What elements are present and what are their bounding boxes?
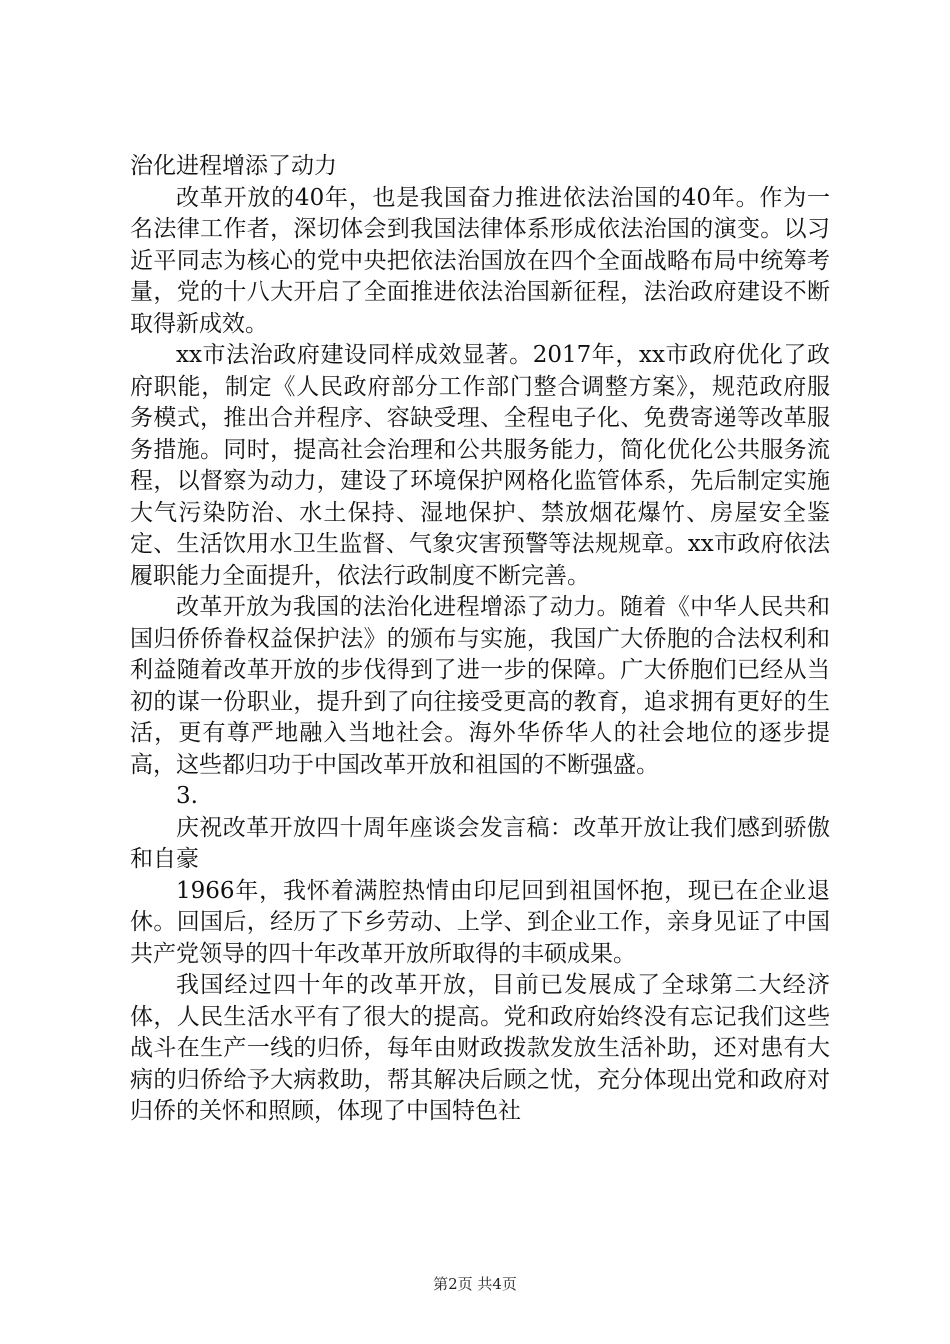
section-heading: 庆祝改革开放四十周年座谈会发言稿：改革开放让我们感到骄傲和自豪 [130, 814, 830, 872]
paragraph-1: 治化进程增添了动力 [130, 153, 337, 179]
paragraph-4: 改革开放为我国的法治化进程增添了动力。随着《中华人民共和国归侨侨眷权益保护法》的颁布与实施，我国广大侨胞的合法权利和利益随着改革开放的步伐得到了进一步的保障。广大侨胞们已经从当初的谋一份职业，提升到了向往接受更高的教育，追求拥有更好的生活，更有尊严地融入当地社会。海外华侨华人的社会地位的逐步提高，这些都归功于中国改革开放和祖国的不断强盛。 [130, 594, 830, 778]
paragraph-5: 1966年，我怀着满腔热情由印尼回到祖国怀抱，现已在企业退休。回国后，经历了下乡劳动、上学、到企业工作，亲身见证了中国共产党领导的四十年改革开放所取得的丰硕成果。 [130, 877, 830, 967]
document-body [130, 151, 830, 1128]
page-number-footer: 第2页 共4页 [433, 1275, 517, 1293]
paragraph-6: 我国经过四十年的改革开放，目前已发展成了全球第二大经济体，人民生活水平有了很大的提高。党和政府始终没有忘记我们这些战斗在生产一线的归侨，每年由财政拨款发放生活补助，还对患有大病的归侨给予大病救助，帮其解决后顾之忧，充分体现出党和政府对归侨的关怀和照顾，体现了中国特色社 [130, 972, 830, 1124]
section-number: 3. [176, 783, 198, 809]
paragraph-2: 改革开放的40年，也是我国奋力推进依法治国的40年。作为一名法律工作者，深切体会到我国法律体系形成依法治国的演变。以习近平同志为核心的党中央把依法治国放在四个全面战略布局中统筹考量，党的十八大开启了全面推进依法治国新征程，法治政府建设不断取得新成效。 [130, 184, 830, 337]
paragraph-3: xx市法治政府建设同样成效显著。2017年，xx市政府优化了政府职能，制定《人民政府部分工作部门整合调整方案》，规范政府服务模式，推出合并程序、容缺受理、全程电子化、免费寄递等改革服务措施。同时，提高社会治理和公共服务能力，简化优化公共服务流程，以督察为动力，建设了环境保护网格化监管体系，先后制定实施大气污染防治、水土保持、湿地保护、禁放烟花爆竹、房屋安全鉴定、生活饮用水卫生监督、气象灾害预警等法规规章。xx市政府依法履职能力全面提升，依法行政制度不断完善。 [130, 342, 830, 589]
